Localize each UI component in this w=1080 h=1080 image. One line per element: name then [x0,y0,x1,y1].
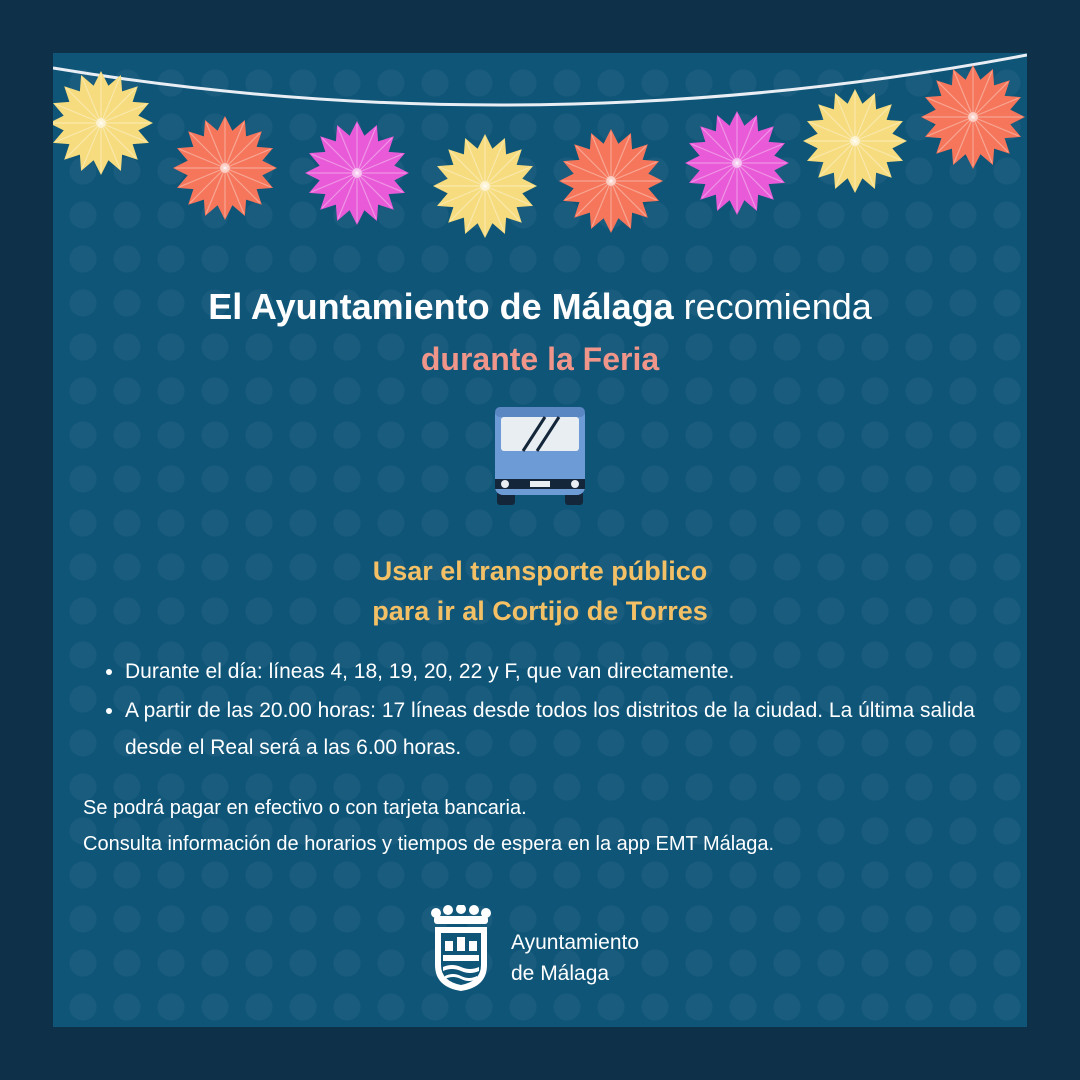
logo-text-line-1: Ayuntamiento [511,931,640,954]
subhead-line-2: para ir al Cortijo de Torres [372,596,708,626]
bus-icon [493,403,587,507]
paper-lantern [685,111,789,215]
subhead-line-1: Usar el transporte público [372,556,708,586]
notes [83,790,1003,862]
note-payment: Se podrá pagar en efectivo o con tarjeta bancaria. [83,797,527,819]
headline [53,281,1027,385]
paper-lantern [559,129,663,233]
subhead [53,551,1027,631]
paper-lantern [921,65,1025,169]
bullet-list [103,653,1005,768]
headline-normal: recomienda [673,286,872,327]
paper-lantern [803,89,907,193]
paper-lantern [433,134,537,238]
paper-lantern [173,116,277,220]
logo-text [511,927,639,989]
paper-lantern [53,71,153,175]
city-coat-of-arms-logo [430,905,492,993]
poster-panel [53,53,1027,1027]
bullet-item-night: • A partir de las 20.00 horas: 17 líneas desde todos los distritos de la ciudad. La última salida desde el Real será a las 6.00 horas. [125,692,1005,766]
note-app: Consulta información de horarios y tiempos de espera en la app EMT Málaga. [83,833,775,855]
bullet-item-day: • Durante el día: líneas 4, 18, 19, 20, 22 y F, que van directamente. [125,653,1005,690]
headline-accent: durante la Feria [420,341,660,377]
paper-lantern-garland [53,53,1027,253]
logo-text-line-2: de Málaga [511,962,610,985]
headline-bold: El Ayuntamiento de Málaga [208,286,674,327]
paper-lantern [305,121,409,225]
